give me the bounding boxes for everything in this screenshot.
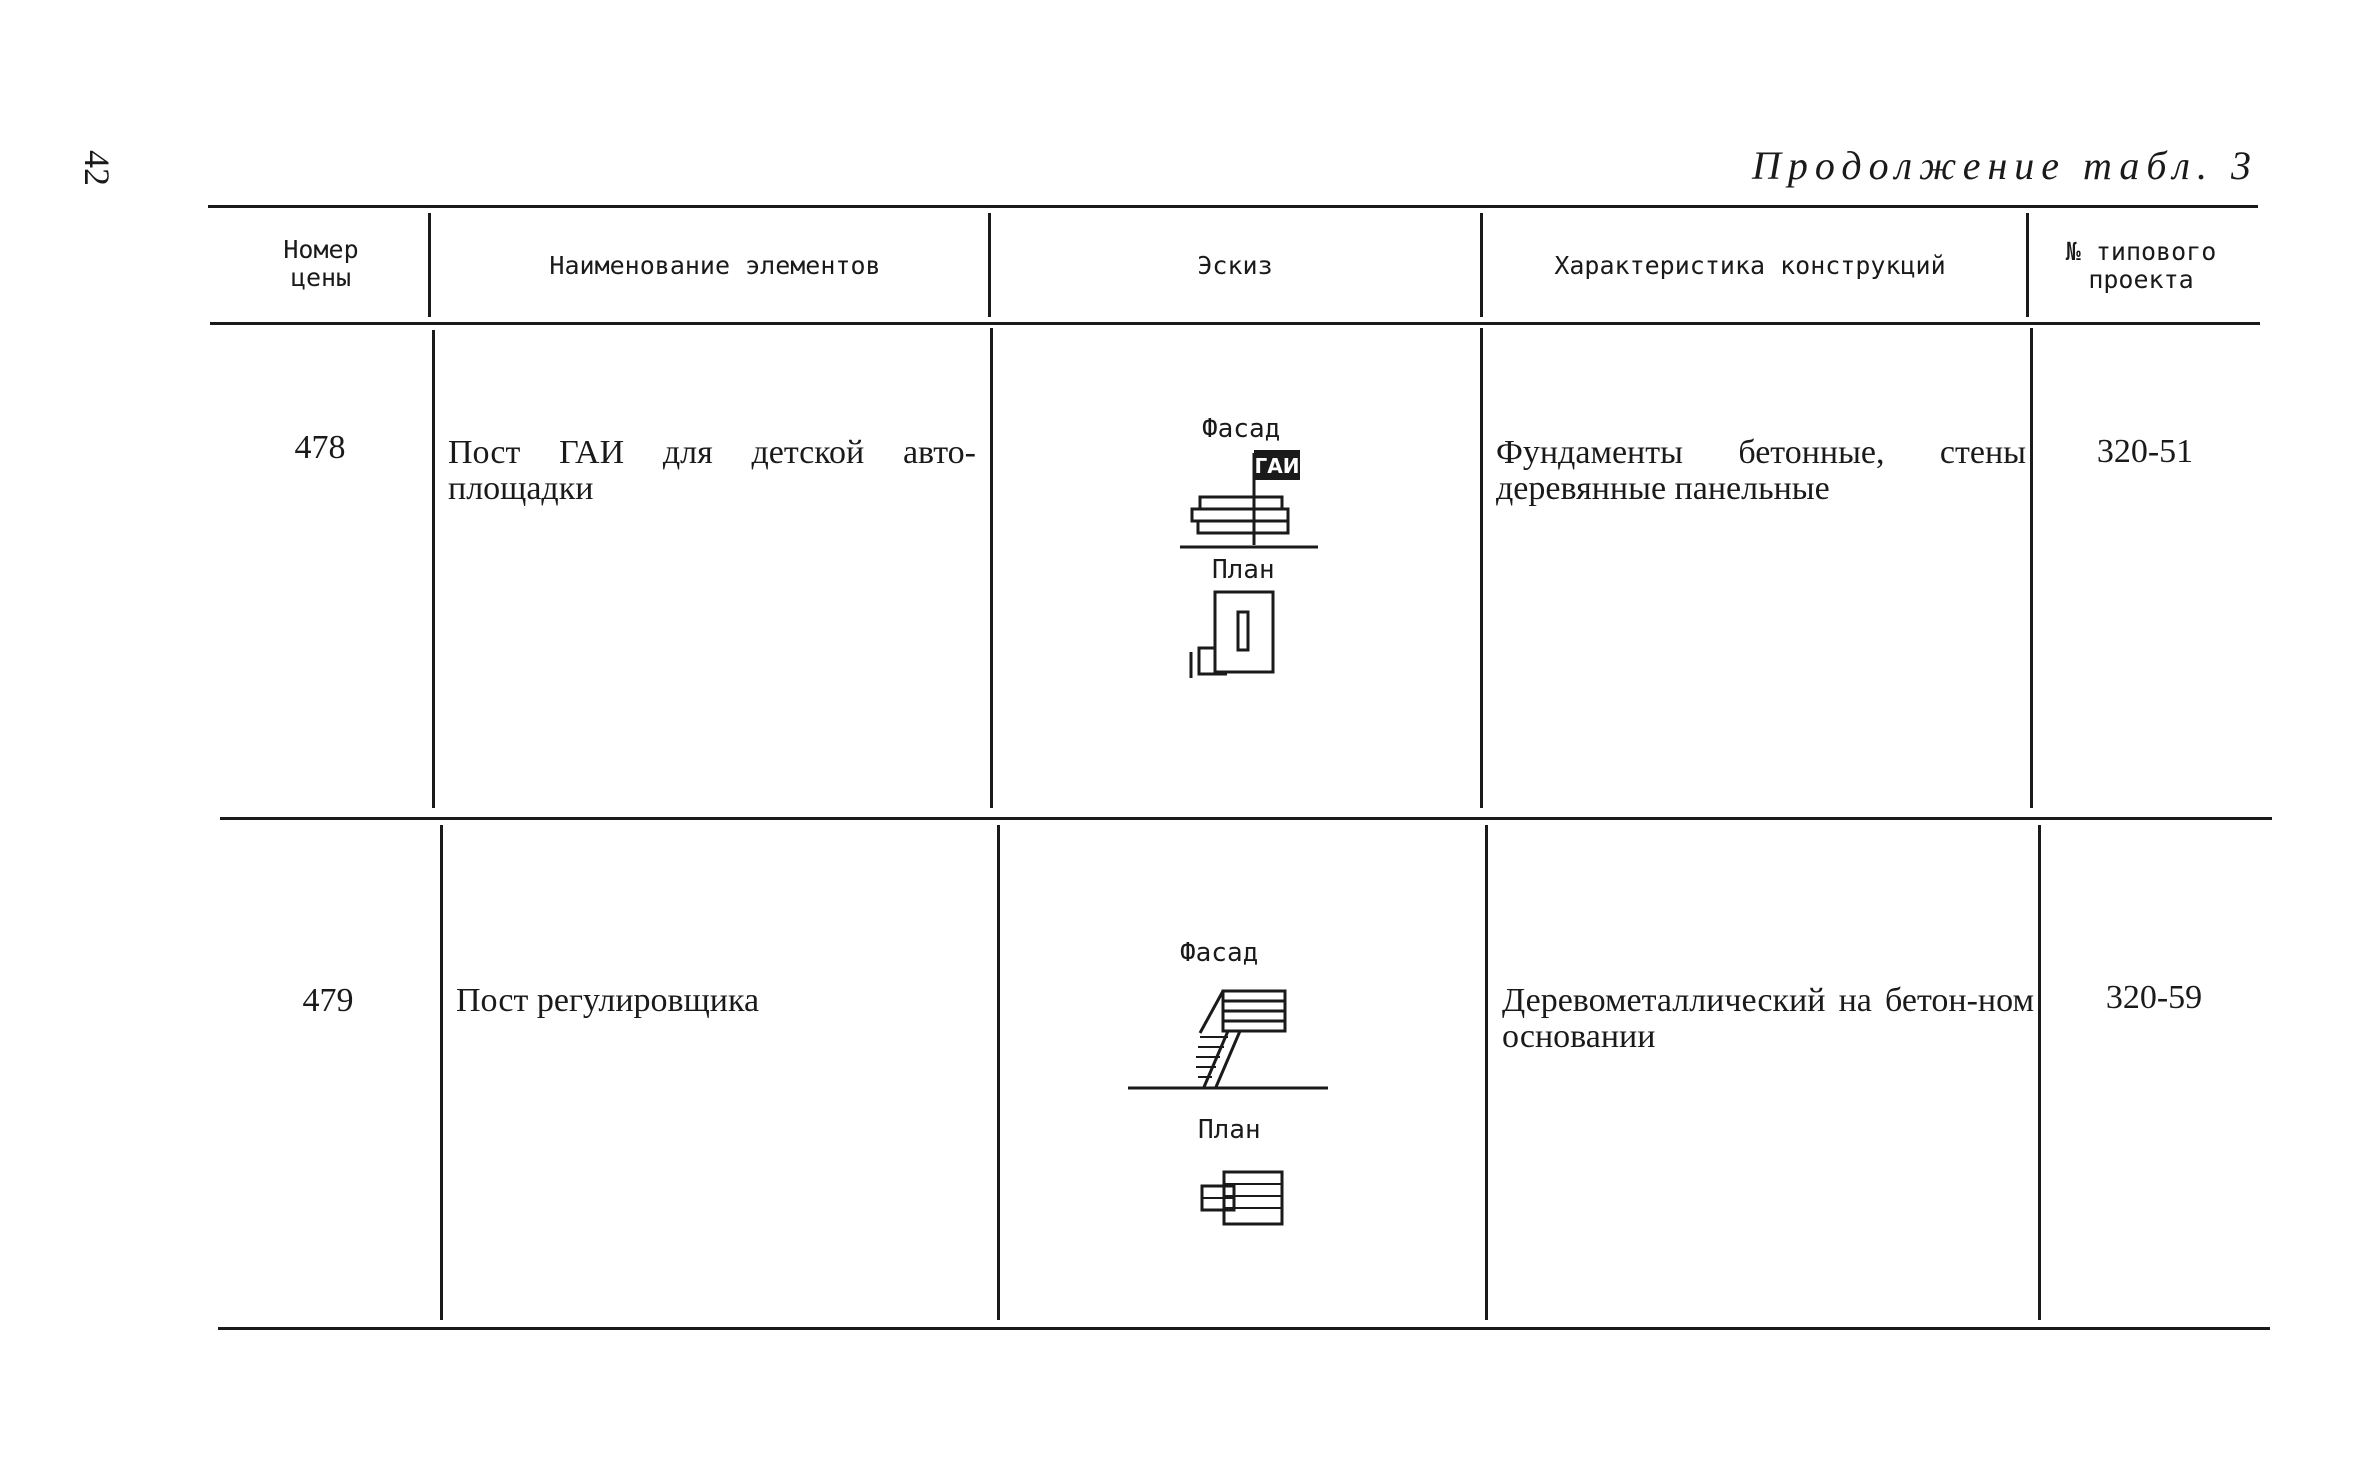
row-divider-rule — [220, 817, 2272, 820]
traffic-post-plan-sketch — [1185, 588, 1305, 683]
table-top-rule — [208, 205, 2258, 208]
row-element-name: Пост ГАИ для детской авто-площадки — [448, 434, 976, 507]
header-construction: Характеристика конструкций — [1554, 251, 1946, 280]
header-divider — [428, 213, 431, 317]
row-divider — [2030, 328, 2033, 808]
sketch-plan-label: План — [1212, 555, 1275, 585]
row-divider — [1485, 825, 1488, 1320]
header-sketch: Эскиз — [1197, 251, 1273, 280]
sign-text: ГАИ — [1254, 454, 1300, 478]
header-project-number: № типового проекта — [2065, 237, 2217, 294]
row-price-number: 478 — [294, 429, 346, 466]
regulator-post-facade-sketch — [1128, 985, 1328, 1095]
header-price-number: Номер цены — [283, 235, 359, 292]
regulator-post-plan-sketch — [1196, 1168, 1296, 1230]
row-divider — [1480, 328, 1483, 808]
row-divider — [2038, 825, 2041, 1320]
row-construction: Фундаменты бетонные, стены деревянные панельные — [1496, 434, 2026, 507]
row-divider — [990, 328, 993, 808]
row-divider — [440, 825, 443, 1320]
row-divider — [432, 330, 435, 808]
table-caption: Продолжение табл. 3 — [1751, 143, 2258, 188]
row-construction: Деревометаллический на бетон-ном основании — [1502, 982, 2034, 1055]
header-divider — [988, 213, 991, 317]
sketch-facade-label: Фасад — [1180, 938, 1259, 968]
header-bottom-rule — [210, 322, 2260, 325]
traffic-post-facade-sketch — [1180, 445, 1330, 555]
table-bottom-rule — [218, 1327, 2270, 1330]
page-number: 42 — [77, 150, 117, 186]
sketch-plan-label: План — [1198, 1115, 1261, 1145]
row-project-number: 320-51 — [2096, 433, 2194, 470]
row-element-name: Пост регулировщика — [456, 982, 760, 1019]
row-project-number: 320-59 — [2105, 979, 2203, 1016]
sketch-facade-label: Фасад — [1202, 414, 1281, 444]
header-divider — [1480, 213, 1483, 317]
header-element-name: Наименование элементов — [549, 251, 881, 280]
row-divider — [997, 825, 1000, 1320]
row-price-number: 479 — [302, 982, 354, 1019]
header-divider — [2026, 213, 2029, 317]
